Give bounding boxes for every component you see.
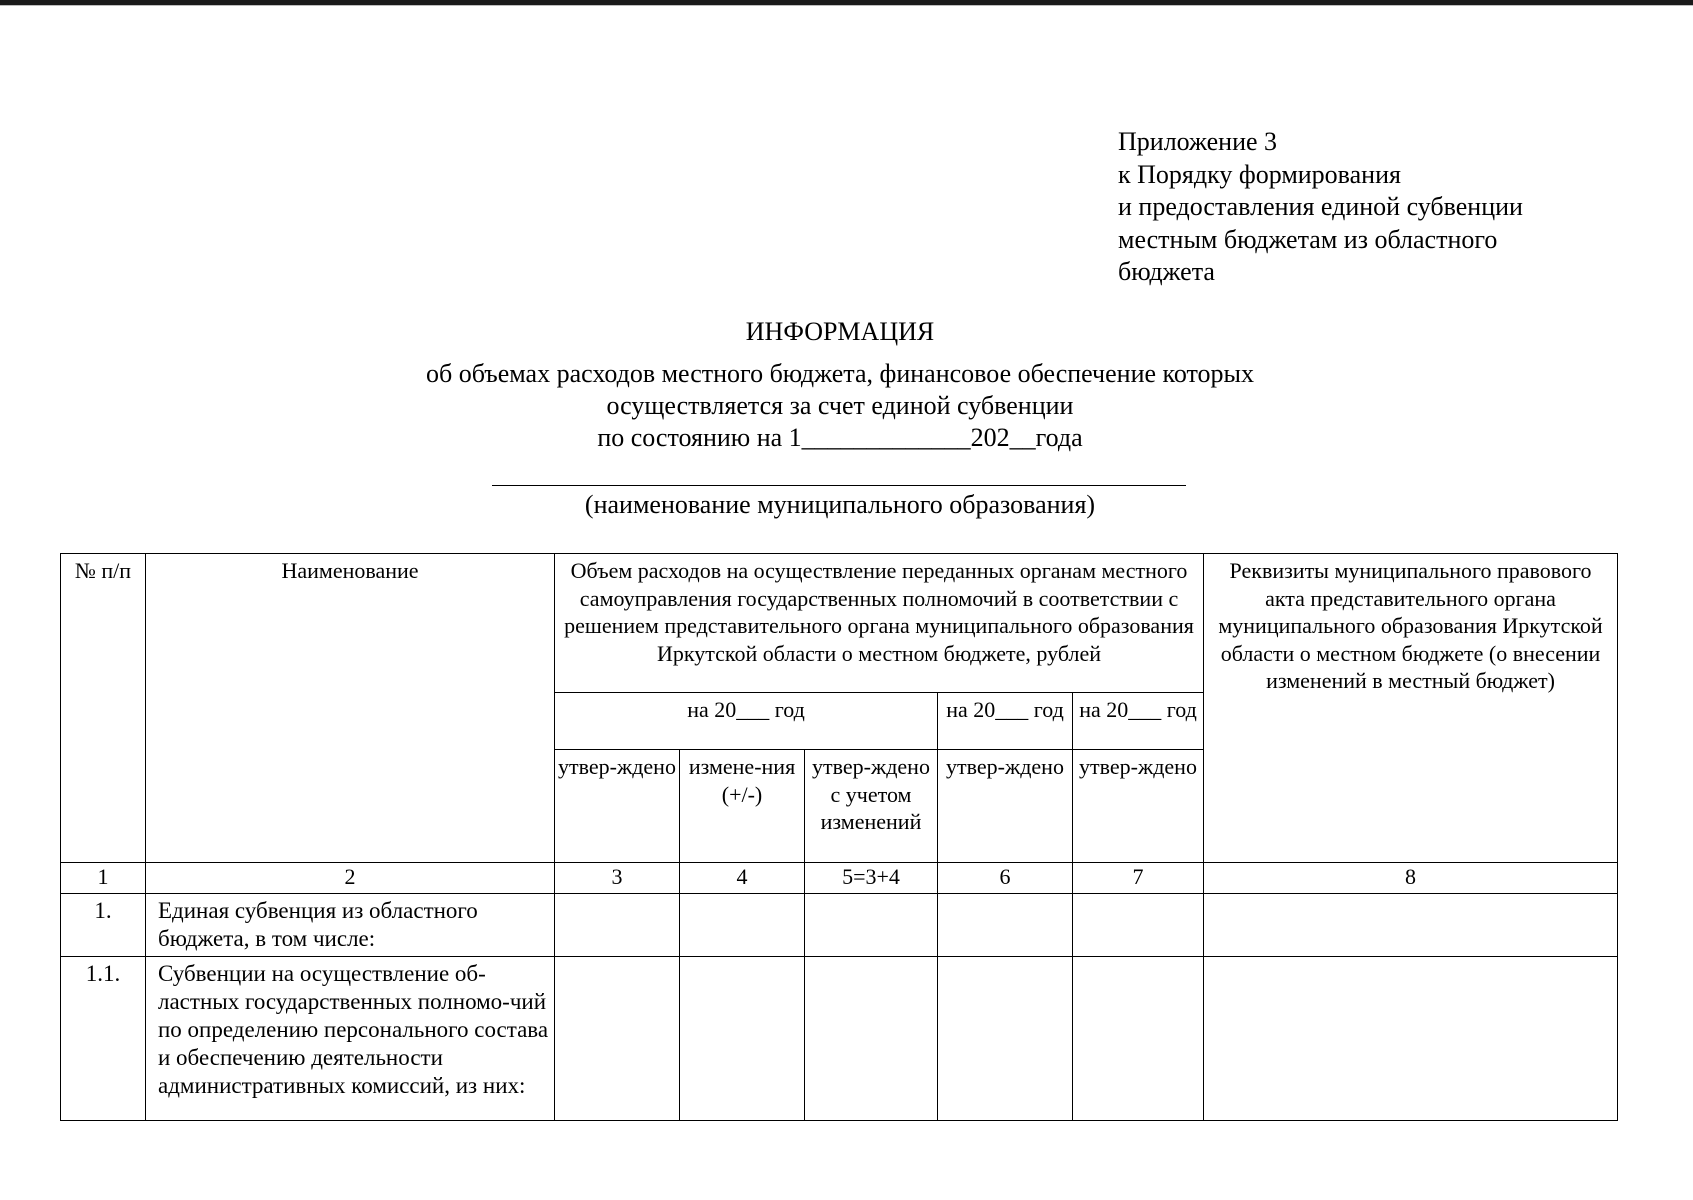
column-number: 3 — [555, 863, 680, 894]
column-number: 4 — [680, 863, 805, 894]
header-approved: утвер-ждено — [555, 750, 680, 863]
header-year-3: на 20___ год — [1073, 693, 1204, 750]
appendix-line: и предоставления единой субвенции — [1118, 192, 1523, 221]
appendix-line: Приложение 3 — [1118, 127, 1278, 156]
header-approved-year-2: утвер-ждено — [938, 750, 1073, 863]
empty-cell — [805, 894, 938, 957]
appendix-line: местным бюджетам из областного — [1118, 224, 1498, 254]
empty-cell — [1204, 957, 1618, 1121]
empty-cell — [938, 894, 1073, 957]
empty-cell — [555, 957, 680, 1121]
municipality-name-blank — [492, 485, 1186, 486]
column-number: 6 — [938, 863, 1073, 894]
row-name: Субвенции на осуществление об-ластных государственных полномо-чий по определению персонального состава и обеспечению деятельности административных комиссий, из них: — [146, 957, 555, 1121]
document-title-block — [300, 316, 1380, 454]
column-number: 5=3+4 — [805, 863, 938, 894]
empty-cell — [805, 957, 938, 1121]
header-year-2: на 20___ год — [938, 693, 1073, 750]
empty-cell — [680, 957, 805, 1121]
appendix-line: к Порядку формирования — [1118, 159, 1401, 189]
header-approved-with-changes: утвер-ждено с учетом изменений — [805, 750, 938, 863]
empty-cell — [1073, 957, 1204, 1121]
table-row — [61, 957, 1618, 1121]
empty-cell — [938, 957, 1073, 1121]
top-border-shadow — [0, 5, 1693, 6]
column-number: 7 — [1073, 863, 1204, 894]
column-number: 2 — [146, 863, 555, 894]
row-number: 1.1. — [61, 957, 146, 1121]
table-row — [61, 894, 1618, 957]
municipality-caption: (наименование муниципального образования) — [584, 490, 1096, 519]
appendix-note — [1118, 126, 1523, 289]
date-line: по состоянию на 1_____________202__года — [597, 423, 1083, 452]
empty-cell — [680, 894, 805, 957]
expenses-table — [60, 553, 1618, 1121]
column-number: 8 — [1204, 863, 1618, 894]
row-number: 1. — [61, 894, 146, 957]
header-changes: измене-ния (+/-) — [680, 750, 805, 863]
header-num: № п/п — [61, 554, 146, 863]
subtitle-line-2: осуществляется за счет единой субвенции — [606, 391, 1074, 420]
header-approved-year-3: утвер-ждено — [1073, 750, 1204, 863]
header-year-1: на 20___ год — [555, 693, 938, 750]
empty-cell — [1073, 894, 1204, 957]
appendix-line: бюджета — [1118, 257, 1215, 286]
document-title: ИНФОРМАЦИЯ — [745, 317, 935, 346]
header-volume: Объем расходов на осуществление переданных органам местного самоуправления государственных полномочий в соответствии с решением представительного органа муниципального образования Иркутской области о местном бюджете, рублей — [555, 554, 1204, 693]
subtitle-line-1: об объемах расходов местного бюджета, финансовое обеспечение которых — [425, 359, 1254, 388]
empty-cell — [555, 894, 680, 957]
row-name: Единая субвенция из областного бюджета, в том числе: — [146, 894, 555, 957]
header-name: Наименование — [146, 554, 555, 863]
empty-cell — [1204, 894, 1618, 957]
column-number: 1 — [61, 863, 146, 894]
header-requisites: Реквизиты муниципального правового акта представительного органа муниципального образования Иркутской области о местном бюджете (о внесении изменений в местный бюджет) — [1204, 554, 1618, 863]
